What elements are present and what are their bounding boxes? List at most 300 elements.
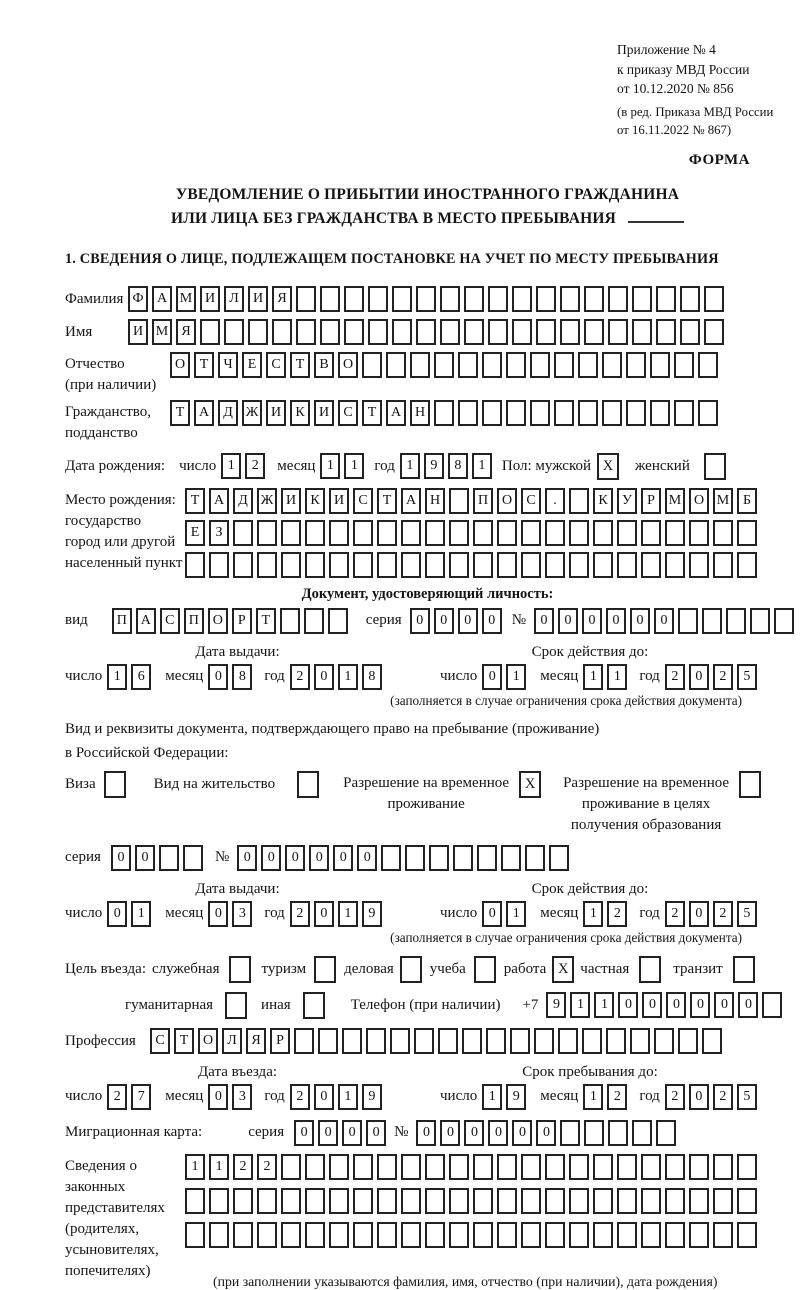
char-box: 0	[416, 1120, 436, 1146]
char-box: О	[208, 608, 228, 634]
day-label: число	[65, 668, 103, 685]
char-box	[665, 1188, 685, 1214]
char-box	[353, 520, 373, 546]
char-box	[713, 520, 733, 546]
char-box	[656, 286, 676, 312]
char-box: 0	[738, 992, 758, 1018]
char-box: 1	[472, 453, 492, 479]
permit-seriya-boxfield	[111, 845, 207, 871]
char-box: П	[112, 608, 132, 634]
char-box: 1	[338, 664, 358, 690]
char-box	[329, 552, 349, 578]
doc-exp-day	[482, 664, 530, 690]
char-box	[530, 352, 550, 378]
birth-place-row3	[185, 552, 761, 578]
doc-type-label: вид	[65, 612, 88, 629]
visa-label: Виза	[65, 775, 96, 792]
char-box	[497, 520, 517, 546]
char-box: 1	[583, 664, 603, 690]
char-box: И	[266, 400, 286, 426]
legal-rep-label: Сведения о законных представителях (родителях, усыновителях, попечителях)	[65, 1157, 165, 1279]
char-box: А	[386, 400, 406, 426]
permit-number-boxfield	[237, 845, 573, 871]
char-box	[525, 845, 545, 871]
residence-permit-checkbox	[297, 771, 319, 798]
char-box	[353, 552, 373, 578]
char-box: П	[184, 608, 204, 634]
purpose-humanitarian-checkbox	[225, 992, 247, 1019]
birth-year-boxfield	[400, 453, 496, 479]
char-box: 1	[594, 992, 614, 1018]
char-box	[713, 552, 733, 578]
surname-boxfield	[128, 286, 728, 312]
char-box	[344, 319, 364, 345]
char-box: 0	[654, 608, 674, 634]
char-box	[704, 286, 724, 312]
char-box: 0	[714, 992, 734, 1018]
char-box	[233, 520, 253, 546]
char-box	[449, 1222, 469, 1248]
entry-year	[290, 1084, 386, 1110]
char-box	[698, 400, 718, 426]
char-box: Е	[185, 520, 205, 546]
char-box: 3	[232, 1084, 252, 1110]
char-box	[632, 1120, 652, 1146]
purpose-other-checkbox	[303, 992, 325, 1019]
char-box: 1	[482, 1084, 502, 1110]
char-box	[617, 520, 637, 546]
char-box: 2	[665, 1084, 685, 1110]
legal-rep-boxfields	[185, 1154, 761, 1290]
phone-label: Телефон (при наличии)	[350, 996, 501, 1013]
char-box	[377, 1154, 397, 1180]
char-box	[473, 1154, 493, 1180]
char-box	[425, 1222, 445, 1248]
birth-day-boxfield	[221, 453, 269, 479]
char-box: 2	[665, 664, 685, 690]
row-citizenship	[65, 400, 790, 444]
char-box: 0	[630, 608, 650, 634]
char-box	[630, 1028, 650, 1054]
phone-boxfield	[546, 992, 786, 1018]
char-box: 0	[482, 901, 502, 927]
char-box	[510, 1028, 530, 1054]
doc-dates-header	[65, 644, 790, 661]
char-box	[449, 488, 469, 514]
purpose-business-label: деловая	[344, 960, 394, 977]
char-box	[654, 1028, 674, 1054]
mig-number-boxfield	[416, 1120, 680, 1146]
char-box	[641, 1154, 661, 1180]
month-label: месяц	[165, 668, 204, 685]
purpose-humanitarian-label: гуманитарная	[125, 996, 214, 1013]
char-box: 7	[131, 1084, 151, 1110]
char-box: 8	[362, 664, 382, 690]
char-box	[482, 400, 502, 426]
char-box: 0	[482, 608, 502, 634]
form-title	[65, 183, 790, 231]
char-box: Д	[233, 488, 253, 514]
char-box	[641, 552, 661, 578]
legal-rep-row2	[185, 1188, 761, 1214]
char-box	[305, 520, 325, 546]
char-box	[185, 552, 205, 578]
char-box: С	[160, 608, 180, 634]
char-box: Я	[272, 286, 292, 312]
char-box	[257, 552, 277, 578]
identity-doc-heading: Документ, удостоверяющий личность:	[301, 585, 554, 602]
char-box: А	[152, 286, 172, 312]
char-box	[362, 352, 382, 378]
char-box	[296, 286, 316, 312]
purpose-business-checkbox	[400, 956, 422, 983]
char-box	[368, 319, 388, 345]
char-box: 2	[290, 1084, 310, 1110]
char-box: 8	[232, 664, 252, 690]
char-box	[353, 1188, 373, 1214]
char-box	[209, 1222, 229, 1248]
day-label: число	[65, 1088, 103, 1105]
month-label: месяц	[165, 905, 204, 922]
char-box: 0	[618, 992, 638, 1018]
char-box	[545, 1188, 565, 1214]
patronymic-boxfield	[170, 352, 722, 378]
doc-issue-date-label: Дата выдачи:	[195, 643, 280, 660]
legal-rep-row3	[185, 1222, 761, 1248]
char-box	[497, 1188, 517, 1214]
doc-number-boxfield	[534, 608, 798, 634]
char-box	[405, 845, 425, 871]
char-box: 0	[558, 608, 578, 634]
temp-residence-label: Разрешение на временное проживание	[343, 774, 510, 812]
mig-seriya-boxfield	[294, 1120, 390, 1146]
row-identity-doc	[65, 608, 790, 634]
year-label: год	[374, 457, 395, 474]
char-box: 0	[208, 901, 228, 927]
char-box: Ж	[257, 488, 277, 514]
char-box	[410, 352, 430, 378]
char-box	[674, 400, 694, 426]
char-box: 2	[290, 901, 310, 927]
option-visa	[65, 771, 126, 798]
char-box: Н	[410, 400, 430, 426]
char-box: 6	[131, 664, 151, 690]
char-box	[704, 319, 724, 345]
char-box	[680, 286, 700, 312]
char-box	[224, 319, 244, 345]
annex-edit-note-line: (в ред. Приказа МВД России	[617, 104, 774, 119]
char-box: 0	[357, 845, 377, 871]
char-box: 0	[536, 1120, 556, 1146]
mig-seriya-label: серия	[248, 1124, 285, 1141]
sex-male-label: Пол: мужской	[501, 457, 592, 474]
char-box: 9	[506, 1084, 526, 1110]
char-box: 0	[111, 845, 131, 871]
char-box: У	[617, 488, 637, 514]
char-box	[257, 520, 277, 546]
char-box	[281, 552, 301, 578]
option-temp-residence-edu	[563, 771, 761, 836]
char-box: Р	[270, 1028, 290, 1054]
char-box: К	[305, 488, 325, 514]
doc-number-label: №	[511, 612, 526, 629]
purpose-study-checkbox	[474, 956, 496, 983]
char-box: Т	[170, 400, 190, 426]
char-box: Т	[174, 1028, 194, 1054]
char-box	[305, 552, 325, 578]
char-box: Т	[194, 352, 214, 378]
permit-number-label: №	[214, 849, 230, 866]
char-box: 1	[131, 901, 151, 927]
char-box: 2	[233, 1154, 253, 1180]
char-box	[342, 1028, 362, 1054]
char-box	[702, 1028, 722, 1054]
row-permit-number	[65, 845, 790, 871]
char-box: 5	[737, 664, 757, 690]
legal-rep-row1	[185, 1154, 761, 1180]
permit-exp-day	[482, 901, 530, 927]
char-box	[626, 352, 646, 378]
char-box: 0	[261, 845, 281, 871]
char-box	[549, 845, 569, 871]
char-box	[501, 845, 521, 871]
char-box	[233, 1188, 253, 1214]
char-box: 0	[434, 608, 454, 634]
char-box	[713, 1222, 733, 1248]
char-box	[497, 1222, 517, 1248]
char-box: Р	[641, 488, 661, 514]
char-box	[464, 319, 484, 345]
char-box	[554, 352, 574, 378]
temp-residence-edu-checkbox	[739, 771, 761, 798]
purpose-private-checkbox	[639, 956, 661, 983]
doc-exp-month	[583, 664, 631, 690]
char-box	[464, 286, 484, 312]
char-box: К	[290, 400, 310, 426]
doc-issue-day	[107, 664, 155, 690]
temp-residence-checkbox: X	[519, 771, 541, 798]
char-box: 1	[506, 901, 526, 927]
char-box: 2	[713, 901, 733, 927]
purpose-official-label: служебная	[151, 960, 220, 977]
permit-issue-date-label: Дата выдачи:	[195, 880, 280, 897]
char-box	[425, 552, 445, 578]
char-box	[608, 286, 628, 312]
char-box	[737, 1188, 757, 1214]
char-box: 1	[221, 453, 241, 479]
char-box: Е	[242, 352, 262, 378]
annex-reference	[617, 40, 790, 140]
char-box	[584, 286, 604, 312]
birth-place-row1	[185, 488, 761, 514]
char-box	[713, 1188, 733, 1214]
char-box: А	[209, 488, 229, 514]
purpose-label: Цель въезда:	[65, 960, 146, 977]
purpose-other-label: иная	[261, 996, 291, 1013]
row-legal-representatives	[65, 1154, 790, 1290]
char-box	[329, 1222, 349, 1248]
char-box: М	[713, 488, 733, 514]
day-label: число	[440, 1088, 478, 1105]
char-box: 2	[107, 1084, 127, 1110]
char-box	[280, 608, 300, 634]
char-box	[453, 845, 473, 871]
row-residence-doc-options	[65, 771, 790, 836]
char-box: С	[266, 352, 286, 378]
char-box	[377, 1188, 397, 1214]
char-box	[536, 319, 556, 345]
char-box	[401, 1154, 421, 1180]
char-box	[506, 400, 526, 426]
char-box	[593, 1154, 613, 1180]
char-box: 0	[642, 992, 662, 1018]
char-box	[305, 1188, 325, 1214]
char-box	[665, 1222, 685, 1248]
char-box	[390, 1028, 410, 1054]
char-box: 1	[338, 901, 358, 927]
residence-doc-line2: в Российской Федерации:	[65, 745, 229, 762]
birth-date-label: Дата рождения:	[65, 457, 166, 474]
char-box	[650, 400, 670, 426]
year-label: год	[264, 668, 285, 685]
char-box	[281, 520, 301, 546]
entry-dates-header	[65, 1064, 790, 1081]
char-box	[521, 1222, 541, 1248]
char-box	[545, 1222, 565, 1248]
permit-dates-row	[65, 901, 790, 927]
patronymic-label: Отчество (при наличии)	[65, 355, 157, 393]
char-box	[737, 520, 757, 546]
char-box	[281, 1188, 301, 1214]
char-box	[578, 400, 598, 426]
char-box	[689, 520, 709, 546]
doc-expiry-date-label: Срок действия до:	[531, 643, 649, 660]
char-box	[593, 1188, 613, 1214]
char-box: 1	[107, 664, 127, 690]
char-box	[737, 1222, 757, 1248]
temp-residence-edu-label: Разрешение на временное проживание в целях получения образования	[563, 774, 730, 833]
char-box	[560, 286, 580, 312]
char-box: Л	[222, 1028, 242, 1054]
char-box	[425, 520, 445, 546]
char-box: 0	[512, 1120, 532, 1146]
char-box	[329, 1188, 349, 1214]
entry-month	[208, 1084, 256, 1110]
row-purpose2-phone	[125, 992, 790, 1019]
char-box	[477, 845, 497, 871]
purpose-tourism-checkbox	[314, 956, 336, 983]
purpose-transit-checkbox	[733, 956, 755, 983]
char-box	[558, 1028, 578, 1054]
char-box	[366, 1028, 386, 1054]
char-box	[506, 352, 526, 378]
char-box	[521, 1188, 541, 1214]
char-box: 0	[458, 608, 478, 634]
char-box	[762, 992, 782, 1018]
char-box	[425, 1154, 445, 1180]
char-box: 0	[342, 1120, 362, 1146]
char-box	[401, 1222, 421, 1248]
doc-expiry-note: (заполняется в случае ограничения срока действия документа)	[390, 692, 742, 708]
char-box	[368, 286, 388, 312]
day-label: число	[179, 457, 217, 474]
permit-expiry-note: (заполняется в случае ограничения срока действия документа)	[390, 929, 742, 945]
char-box: 0	[333, 845, 353, 871]
char-box: 0	[582, 608, 602, 634]
char-box	[521, 1154, 541, 1180]
char-box	[434, 352, 454, 378]
char-box: А	[136, 608, 156, 634]
row-birth-date	[65, 453, 790, 480]
char-box	[602, 400, 622, 426]
char-box: 9	[362, 1084, 382, 1110]
char-box	[545, 552, 565, 578]
char-box: 8	[448, 453, 468, 479]
char-box: Л	[224, 286, 244, 312]
char-box	[294, 1028, 314, 1054]
char-box	[392, 319, 412, 345]
char-box	[377, 520, 397, 546]
char-box: 0	[107, 901, 127, 927]
char-box	[497, 552, 517, 578]
char-box: М	[176, 286, 196, 312]
entry-dates-row	[65, 1084, 790, 1110]
char-box	[488, 286, 508, 312]
char-box: К	[593, 488, 613, 514]
char-box	[584, 319, 604, 345]
char-box	[656, 1120, 676, 1146]
char-box: 0	[135, 845, 155, 871]
char-box: 1	[400, 453, 420, 479]
char-box	[438, 1028, 458, 1054]
char-box: 0	[689, 901, 709, 927]
char-box: 2	[713, 1084, 733, 1110]
sex-female-checkbox	[704, 453, 726, 480]
char-box	[159, 845, 179, 871]
char-box: С	[521, 488, 541, 514]
char-box	[584, 1120, 604, 1146]
annex-line: от 10.12.2020 № 856	[617, 81, 734, 97]
char-box: 5	[737, 1084, 757, 1110]
char-box	[593, 520, 613, 546]
char-box	[425, 1188, 445, 1214]
char-box: С	[353, 488, 373, 514]
doc-dates-row	[65, 664, 790, 690]
form-title-line2: ИЛИ ЛИЦА БЕЗ ГРАЖДАНСТВА В МЕСТО ПРЕБЫВАНИЯ	[65, 207, 790, 231]
permit-exp-year	[665, 901, 761, 927]
permit-issue-month	[208, 901, 256, 927]
char-box	[689, 1222, 709, 1248]
char-box: М	[665, 488, 685, 514]
char-box	[569, 1222, 589, 1248]
char-box	[272, 319, 292, 345]
char-box	[569, 552, 589, 578]
char-box: 5	[737, 901, 757, 927]
stay-year	[665, 1084, 761, 1110]
char-box: 1	[607, 664, 627, 690]
char-box	[536, 286, 556, 312]
row-profession	[65, 1028, 790, 1054]
char-box: Я	[176, 319, 196, 345]
char-box	[353, 1222, 373, 1248]
char-box	[386, 352, 406, 378]
citizenship-label: Гражданство, подданство	[65, 403, 152, 441]
char-box: 0	[318, 1120, 338, 1146]
char-box: Ч	[218, 352, 238, 378]
char-box	[185, 1222, 205, 1248]
row-surname	[65, 286, 790, 312]
char-box: С	[338, 400, 358, 426]
